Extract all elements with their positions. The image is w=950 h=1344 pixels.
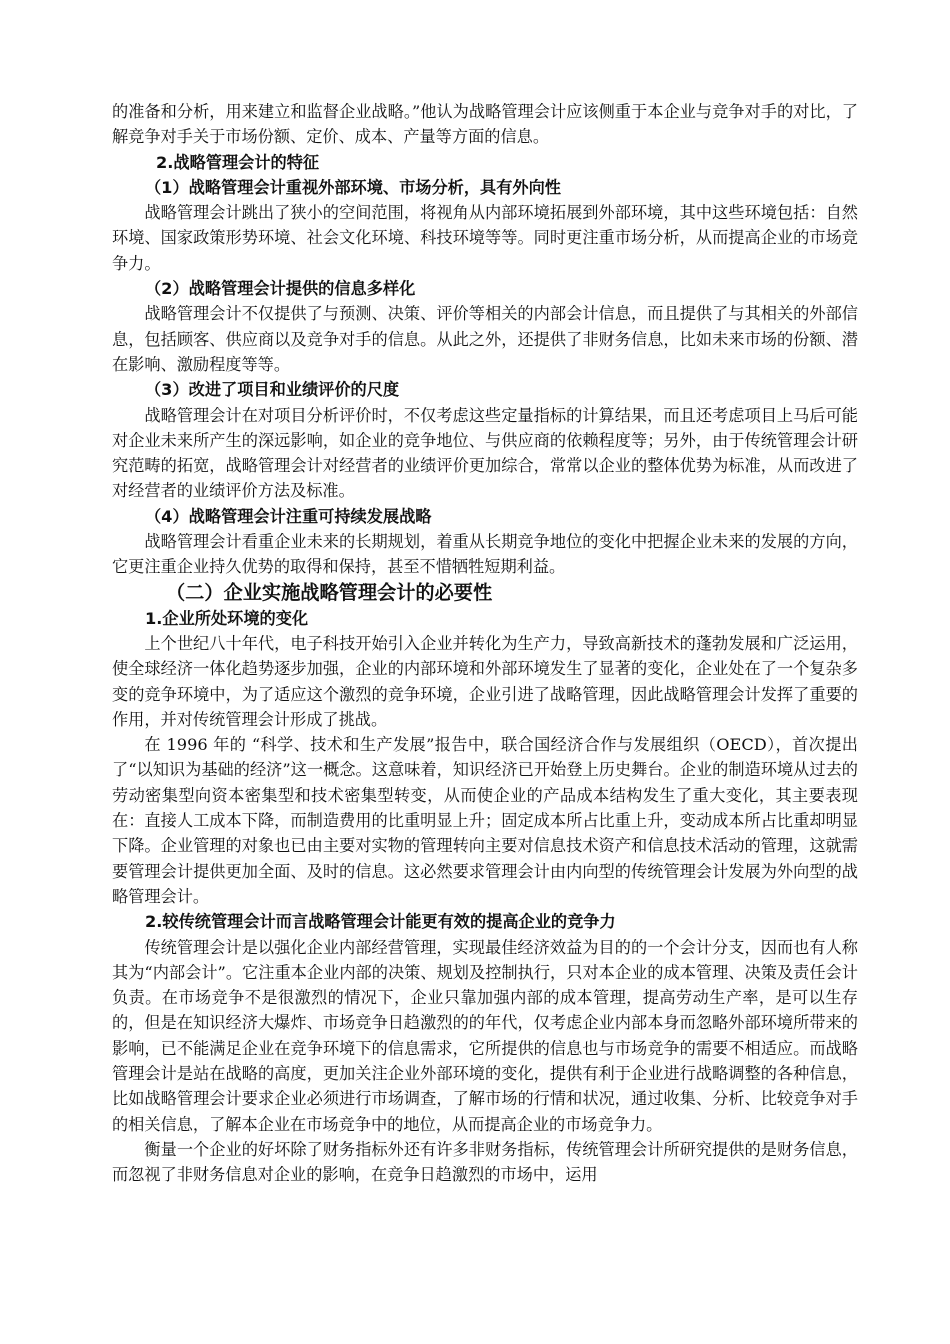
part-2-heading: （二）企业实施战略管理会计的必要性 <box>166 580 493 604</box>
reason-2-paragraph-1: 传统管理会计是以强化企业内部经营管理，实现最佳经济效益为目的的一个会计分支，因而也有人称其为“内部会计”。它注重本企业内部的决策、规划及控制执行，只对本企业的成本管理、决策及责任会计负责。在市场竞争不是很激烈的情况下，企业只靠加强内部的成本管理，提高劳动生产率，是可以生存的，但是在知识经济大爆炸、市场竞争日趋激烈的的年代，仅考虑企业内部本身而忽略外部环境所带来的影响，已不能满足企业在竞争环境下的信息需求，它所提供的信息也与市场竞争的需要不相适应。而战略管理会计是站在战略的高度，更加关注企业外部环境的变化，提供有利于企业进行战略调整的各种信息，比如战略管理会计要求企业必须进行市场调查，了解市场的行情和状况，通过收集、分析、比较竞争对手的相关信息，了解本企业在市场竞争中的地位，从而提高企业的市场竞争力。 <box>112 937 858 1134</box>
feature-4-heading: （4）战略管理会计注重可持续发展战略 <box>145 506 432 526</box>
reason-2-paragraph-2: 衡量一个企业的好坏除了财务指标外还有许多非财务指标，传统管理会计所研究提供的是财务信息，而忽视了非财务信息对企业的影响，在竞争日趋激烈的市场中，运用 <box>112 1139 858 1185</box>
intro-paragraph-tail: 的准备和分析，用来建立和监督企业战略。”他认为战略管理会计应该侧重于本企业与竞争对手的对比，了解竞争对手关于市场份额、定价、成本、产量等方面的信息。 <box>112 102 858 147</box>
feature-1-heading: （1）战略管理会计重视外部环境、市场分析，具有外向性 <box>145 177 561 197</box>
reason-1-paragraph-2: 在 1996 年的 “科学、技术和生产发展”报告中，联合国经济合作与发展组织（OECD），首次提出了“以知识为基础的经济”这一概念。这意味着，知识经济已开始登上历史舞台。企业的制造环境从过去的劳动密集型向资本密集型和技术密集型转变，从而使企业的产品成本结构发生了重大变化，其主要表现在：直接人工成本下降，而制造费用的比重明显上升；固定成本所占比重上升，变动成本所占比重却明显下降。企业管理的对象也已由主要对实物的管理转向主要对信息技术资产和信息技术活动的管理，这就需要管理会计提供更加全面、及时的信息。这必然要求管理会计由内向型的传统管理会计发展为外向型的战略管理会计。 <box>112 735 858 906</box>
reason-2-heading: 2.较传统管理会计而言战略管理会计能更有效的提高企业的竞争力 <box>145 912 616 932</box>
feature-2-heading: （2）战略管理会计提供的信息多样化 <box>145 279 416 299</box>
reason-1-paragraph-1: 上个世纪八十年代，电子科技开始引入企业并转化为生产力，导致高新技术的蓬勃发展和广泛运用，使全球经济一体化趋势逐步加强，企业的内部环境和外部环境发生了显著的变化，企业处在了一个复杂多变的竞争环境中，为了适应这个激烈的竞争环境，企业引进了战略管理，因此战略管理会计发挥了重要的作用，并对传统管理会计形成了挑战。 <box>112 633 858 729</box>
feature-4-paragraph: 战略管理会计看重企业未来的长期规划，着重从长期竞争地位的变化中把握企业未来的发展的方向，它更注重企业持久优势的取得和保持，甚至不惜牺牲短期利益。 <box>112 532 858 577</box>
reason-1-heading: 1.企业所处环境的变化 <box>145 608 309 628</box>
feature-1-paragraph: 战略管理会计跳出了狭小的空间范围，将视角从内部环境拓展到外部环境，其中这些环境包括：自然环境、国家政策形势环境、社会文化环境、科技环境等等。同时更注重市场分析，从而提高企业的市场竞争力。 <box>112 203 858 273</box>
feature-3-heading: （3）改进了项目和业绩评价的尺度 <box>145 380 400 400</box>
feature-3-paragraph: 战略管理会计在对项目分析评价时，不仅考虑这些定量指标的计算结果，而且还考虑项目上马后可能对企业未来所产生的深远影响，如企业的竞争地位、与供应商的依赖程度等；另外，由于传统管理会计研究范畴的拓宽，战略管理会计对经营者的业绩评价更加综合，常常以企业的整体优势为标准，从而改进了对经营者的业绩评价方法及标准。 <box>112 405 858 501</box>
section-heading-features: 2.战略管理会计的特征 <box>156 152 320 172</box>
feature-2-paragraph: 战略管理会计不仅提供了与预测、决策、评价等相关的内部会计信息，而且提供了与其相关的外部信息，包括顾客、供应商以及竞争对手的信息。从此之外，还提供了非财务信息，比如未来市场的份额、潜在影响、激励程度等等。 <box>112 304 858 374</box>
